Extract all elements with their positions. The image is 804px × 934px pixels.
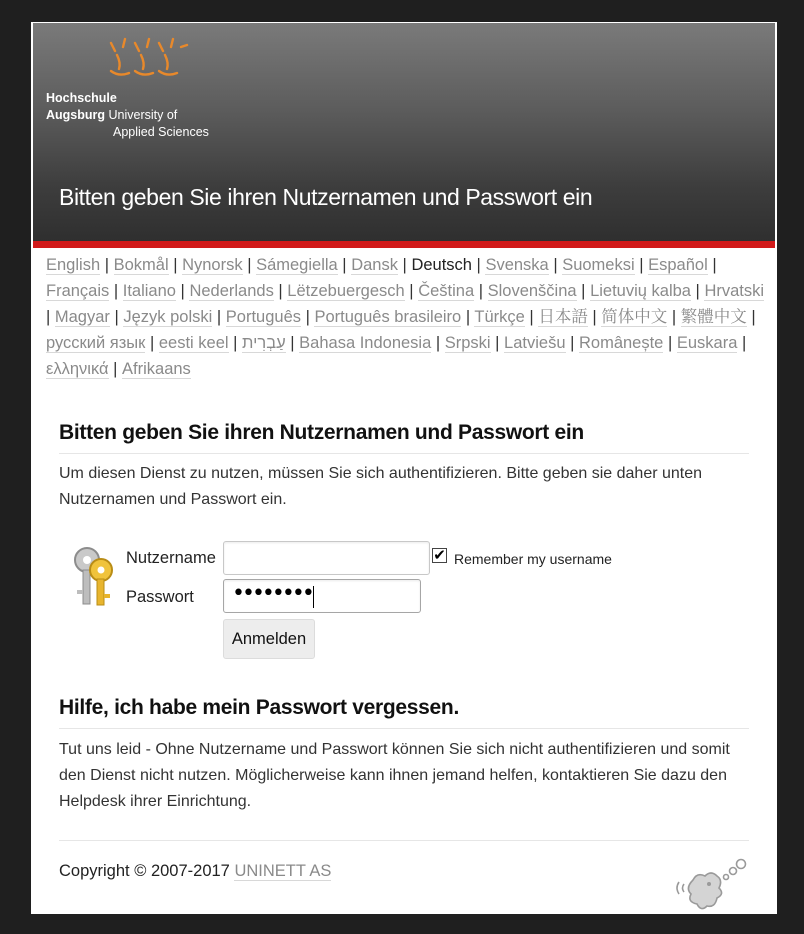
header-title: Bitten geben Sie ihren Nutzernamen und Passwort ein [59, 184, 593, 210]
text-caret [313, 586, 314, 608]
language-separator: | [301, 308, 315, 326]
username-input[interactable] [223, 541, 430, 575]
language-separator: | [285, 334, 300, 352]
language-link[interactable]: Bahasa Indonesia [299, 334, 432, 352]
language-separator: | [404, 282, 419, 300]
language-link[interactable]: Język polski [123, 308, 213, 326]
username-label: Nutzername [126, 549, 216, 567]
language-separator: | [707, 256, 717, 274]
language-separator: | [168, 256, 183, 274]
password-label: Passwort [126, 588, 194, 606]
language-separator: | [108, 360, 123, 378]
language-bar [46, 252, 771, 382]
language-link[interactable]: 简体中文 [601, 308, 668, 326]
language-link[interactable]: Bokmål [113, 256, 169, 274]
language-separator: | [100, 256, 114, 274]
language-separator: | [273, 282, 288, 300]
mascot-icon [671, 858, 753, 914]
logo-line1: Hochschule [46, 91, 117, 105]
language-separator: | [109, 282, 123, 300]
language-link[interactable]: Sámegiella [256, 256, 338, 274]
page-container [31, 22, 777, 914]
checkmark-icon: ✔ [433, 547, 446, 564]
language-separator: | [565, 334, 579, 352]
language-link[interactable]: Latviešu [504, 334, 566, 352]
language-link[interactable]: English [46, 256, 101, 274]
language-separator: | [212, 308, 226, 326]
language-link[interactable]: Afrikaans [122, 360, 191, 378]
logo-line2-bold: Augsburg [46, 108, 106, 122]
copyright-text: Copyright © 2007-2017 [59, 862, 230, 880]
uninett-link[interactable]: UNINETT AS [234, 862, 332, 880]
language-separator: | [490, 334, 505, 352]
login-description: Um diesen Dienst zu nutzen, müssen Sie sich authentifizieren. Bitte geben sie daher unten Nutzernamen und Passwort ein. [59, 465, 703, 508]
language-link[interactable]: русский язык [46, 334, 146, 352]
help-text: Tut uns leid - Ohne Nutzername und Passwort können Sie sich nicht authentifizieren und somit den Dienst nicht nutzen. Möglicherweise kann ihnen jemand helfen, kontaktieren Sie dazu den Helpdesk ihrer Einrichtung. [59, 741, 730, 810]
language-link[interactable]: Português brasileiro [314, 308, 462, 326]
language-link[interactable]: Hrvatski [704, 282, 765, 300]
language-separator: | [46, 308, 55, 326]
language-link[interactable]: 繁體中文 [680, 308, 747, 326]
language-separator: | [587, 308, 602, 326]
header [33, 23, 775, 241]
language-link[interactable]: Magyar [54, 308, 110, 326]
language-separator: | [471, 256, 486, 274]
password-value: •••••••• [232, 581, 312, 606]
remember-checkbox[interactable] [432, 548, 447, 563]
language-separator: | [746, 308, 756, 326]
language-separator: | [431, 334, 445, 352]
language-separator: | [737, 334, 747, 352]
language-link[interactable]: eesti keel [158, 334, 229, 352]
copyright [59, 862, 331, 881]
login-title: Bitten geben Sie ihren Nutzernamen und Passwort ein [59, 421, 749, 454]
hsa-logo-icon [105, 33, 195, 83]
language-separator: | [397, 256, 412, 274]
language-separator: | [242, 256, 257, 274]
language-separator: | [524, 308, 539, 326]
language-link[interactable]: Dansk [351, 256, 398, 274]
language-link[interactable]: Suomeksi [562, 256, 635, 274]
language-link[interactable]: Lietuvių kalba [590, 282, 691, 300]
language-link[interactable]: Nynorsk [182, 256, 243, 274]
language-separator: | [109, 308, 124, 326]
language-link[interactable]: Italiano [122, 282, 176, 300]
language-link[interactable]: Português [225, 308, 302, 326]
language-link[interactable]: Slovenščina [487, 282, 577, 300]
keys-icon [69, 544, 117, 608]
language-separator: | [474, 282, 488, 300]
logo-line2-rest: University of [108, 108, 178, 122]
language-link: Deutsch [411, 256, 472, 274]
footer-divider [59, 840, 749, 841]
language-separator: | [663, 334, 677, 352]
language-link[interactable]: Euskara [676, 334, 738, 352]
language-separator: | [337, 256, 352, 274]
language-link[interactable]: Srpski [444, 334, 491, 352]
language-separator: | [634, 256, 649, 274]
language-link[interactable]: Français [46, 282, 110, 300]
language-link[interactable]: 日本語 [538, 308, 588, 326]
language-link[interactable]: Lëtzebuergesch [287, 282, 405, 300]
language-link[interactable]: Svenska [485, 256, 549, 274]
language-separator: | [548, 256, 563, 274]
help-title: Hilfe, ich habe mein Passwort vergessen. [59, 696, 749, 729]
password-input[interactable] [223, 579, 421, 613]
language-separator: | [667, 308, 681, 326]
language-separator: | [228, 334, 243, 352]
remember-label: Remember my username [454, 551, 612, 567]
language-link[interactable]: עַבְרִית [242, 334, 286, 352]
logo-text [46, 90, 209, 141]
language-separator: | [576, 282, 591, 300]
language-separator: | [690, 282, 705, 300]
login-button[interactable]: Anmelden [223, 619, 315, 659]
language-link[interactable]: Español [648, 256, 708, 274]
language-link[interactable]: Türkçe [474, 308, 525, 326]
language-link[interactable]: Nederlands [189, 282, 274, 300]
language-link[interactable]: Čeština [418, 282, 475, 300]
language-separator: | [461, 308, 475, 326]
language-separator: | [145, 334, 159, 352]
language-link[interactable]: Românește [578, 334, 664, 352]
language-separator: | [175, 282, 190, 300]
logo-line3: Applied Sciences [113, 125, 209, 139]
language-link[interactable]: ελληνικά [46, 360, 109, 378]
header-accent-line [33, 241, 775, 248]
